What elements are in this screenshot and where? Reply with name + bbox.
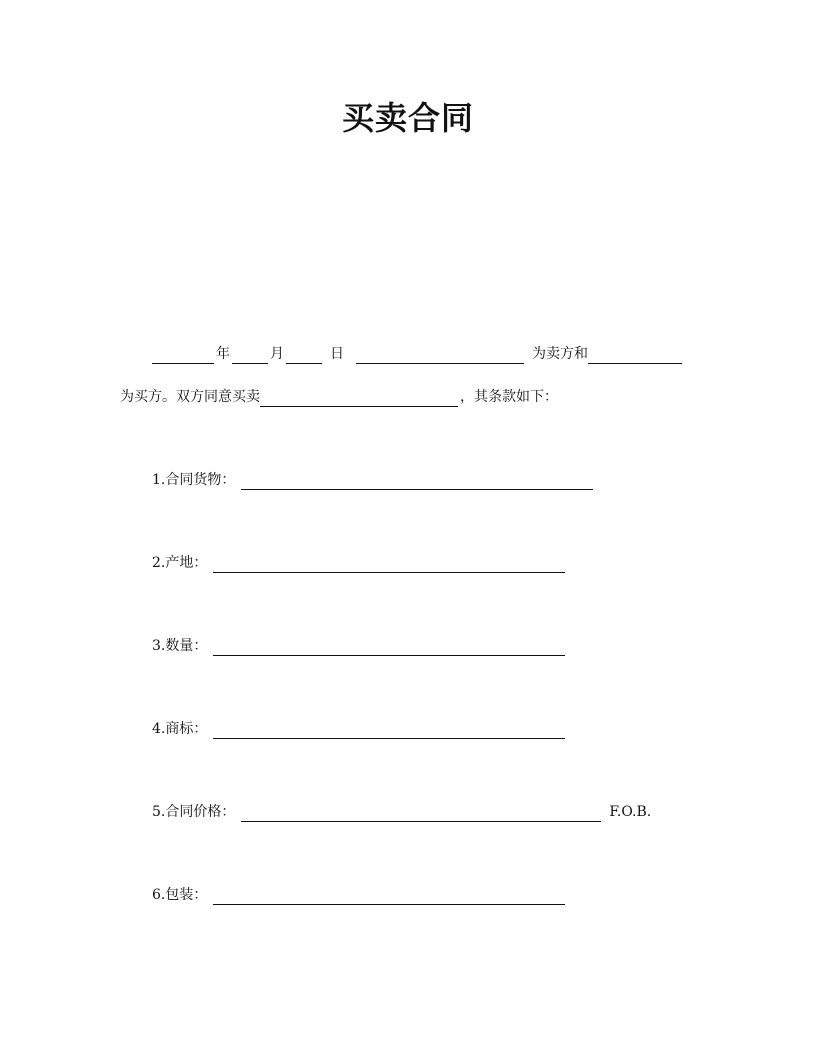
buyer-blank[interactable] [588,347,682,364]
clause-packing-blank[interactable] [213,888,565,905]
clause-quantity-label: 3.数量： [152,638,208,654]
year-label: 年 [216,346,230,362]
clause-origin-blank[interactable] [213,556,565,573]
clause-packing-label: 6.包装： [152,887,208,903]
buyer-text: 为买方。双方同意买卖 [120,389,260,405]
clause-quantity-blank[interactable] [213,639,565,656]
preamble-line-1 [152,344,684,364]
clause-goods-label: 1.合同货物： [152,472,236,488]
preamble-line-2 [120,387,558,407]
terms-text: ，其条款如下： [460,389,558,405]
clause-price-label: 5.合同价格： [152,804,236,820]
month-blank[interactable] [232,347,268,364]
year-blank[interactable] [152,347,214,364]
seller-blank[interactable] [356,347,524,364]
clause-price [152,802,651,822]
clause-quantity [152,636,567,656]
goods-blank[interactable] [260,390,458,407]
day-blank[interactable] [286,347,322,364]
clause-origin [152,553,567,573]
clause-trademark-label: 4.商标： [152,721,208,737]
month-label: 月 [270,346,284,362]
clause-trademark-blank[interactable] [213,722,565,739]
clause-goods [152,470,595,490]
seller-text: 为卖方和 [532,346,588,362]
clause-packing [152,885,567,905]
day-label: 日 [330,346,344,362]
contract-title: 买卖合同 [341,99,474,137]
clause-origin-label: 2.产地： [152,555,208,571]
clause-price-suffix: F.O.B. [609,804,652,820]
clause-price-blank[interactable] [241,805,601,822]
clause-goods-blank[interactable] [241,473,593,490]
clause-trademark [152,719,567,739]
